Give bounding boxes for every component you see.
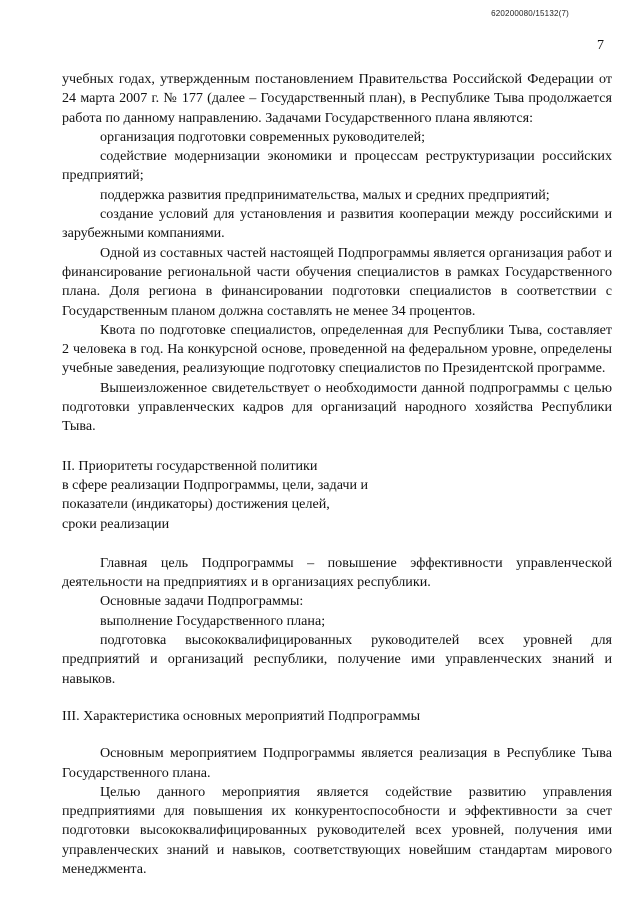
paragraph-continuation: учебных годах, утвержденным постановлением Правительства Российской Федерации от 24 марта 2007 г. № 177 (далее – Государственный план), в Республике Тыва продолжается работа по данному направлению. Задачами Государственного плана являются:	[62, 71, 612, 126]
page-number: 7	[597, 38, 604, 53]
document-body	[62, 70, 612, 879]
list-item-task: организация подготовки современных руководителей;	[100, 128, 426, 145]
section-2-heading	[62, 457, 612, 534]
list-item-task: поддержка развития предпринимательства, малых и средних предприятий;	[100, 186, 550, 203]
document-number: 620200080/15132(7)	[491, 9, 569, 18]
list-item-task: создание условий для установления и развития кооперации между российскими и зарубежными компаниями.	[62, 206, 612, 242]
paragraph: Вышеизложенное свидетельствует о необходимости данной подпрограммы с целью подготовки управленческих кадров для организаций народного хозяйства Республики Тыва.	[62, 379, 612, 435]
section-3-heading: III. Характеристика основных мероприятий Подпрограммы	[62, 707, 421, 724]
heading-line: сроки реализации	[62, 515, 170, 532]
heading-line: II. Приоритеты государственной политики	[62, 457, 318, 474]
paragraph: Целью данного мероприятия является содействие развитию управления предприятиями для повышения их конкурентоспособности и эффективности за счет подготовки высококвалифицированных руководителей всех уровней, получения ими управленческих знаний и навыков, соответствующих новейшим стандартам мирового менеджмента.	[62, 783, 612, 877]
paragraph: Основным мероприятием Подпрограммы является реализация в Республике Тыва Государственного плана.	[62, 745, 612, 781]
heading-line: показатели (индикаторы) достижения целей,	[62, 496, 330, 513]
list-item-task: выполнение Государственного плана;	[100, 612, 326, 629]
list-item-task: подготовка высококвалифицированных руководителей всех уровней для предприятий и организаций республики, получение ими управленческих знаний и навыков.	[62, 632, 612, 687]
paragraph: Одной из составных частей настоящей Подпрограммы является организация работ и финансирование региональной части обучения специалистов в рамках Государственного плана. Доля региона в финансировании подготовки специалистов в соответствии с Государственным планом должна составлять не менее 34 процентов.	[62, 244, 612, 319]
paragraph: Основные задачи Подпрограммы:	[100, 593, 304, 610]
paragraph: Главная цель Подпрограммы – повышение эффективности управленческой деятельности на предприятиях и в организациях республики.	[62, 554, 612, 591]
paragraph: Квота по подготовке специалистов, определенная для Республики Тыва, составляет 2 человека в год. На конкурсной основе, проведенной на федеральном уровне, определены учебные заведения, реализующие подготовку специалистов по Президентской программе.	[62, 321, 612, 377]
list-item-task: содействие модернизации экономики и процессам реструктуризации российских предприятий;	[62, 148, 612, 184]
heading-line: в сфере реализации Подпрограммы, цели, задачи и	[62, 476, 369, 493]
